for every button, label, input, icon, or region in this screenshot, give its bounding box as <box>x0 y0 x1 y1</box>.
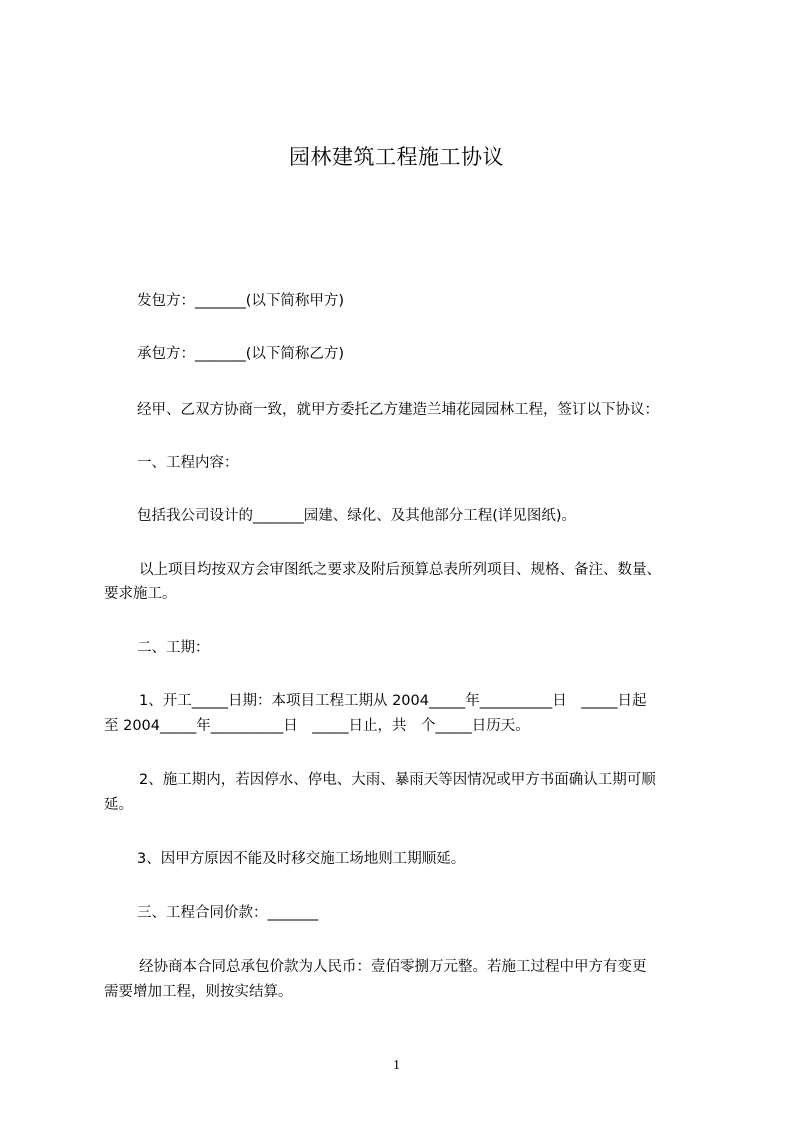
section-1-heading: 一、工程内容： <box>137 455 239 471</box>
contract-price-line-1: 经协商本合同总承包价款为人民币：壹佰零捌万元整。若施工过程中甲方有变更 <box>139 959 647 975</box>
intro-paragraph: 经甲、乙双方协商一致，就甲方委托乙方建造兰埔花园园林工程，签订以下协议： <box>137 402 659 418</box>
document-title: 园林建筑工程施工协议 <box>289 145 504 169</box>
party-b-line: 承包方：_______(以下简称乙方) <box>137 346 345 362</box>
page-number: 1 <box>393 1058 400 1073</box>
section-3-heading: 三、工程合同价款：_______ <box>137 905 319 921</box>
schedule-item-1-line-1: 1、开工_____日期：本项目工程工期从 2004_____年__________日 _____日起 <box>139 693 647 709</box>
contract-price-line-2: 需要增加工程，则按实结算。 <box>104 984 293 1000</box>
schedule-item-2-line-1: 2、施工期内，若因停水、停电、大雨、暴雨天等因情况或甲方书面确认工期可顺 <box>139 772 656 788</box>
schedule-item-1-line-2: 至 2004_____年__________日 _____日止，共 个_____日历天。 <box>104 718 530 734</box>
section-1-content: 包括我公司设计的_______园建、绿化、及其他部分工程(详见图纸)。 <box>137 508 577 524</box>
section-2-heading: 二、工期： <box>137 640 210 656</box>
section-1-requirements-line-1: 以上项目均按双方会审图纸之要求及附后预算总表所列项目、规格、备注、数量、 <box>139 562 661 578</box>
party-a-line: 发包方：_______(以下简称甲方) <box>137 293 345 309</box>
schedule-item-2-line-2: 延。 <box>104 797 133 813</box>
section-1-requirements-line-2: 要求施工。 <box>104 586 177 602</box>
schedule-item-3: 3、因甲方原因不能及时移交施工场地则工期顺延。 <box>137 851 466 867</box>
